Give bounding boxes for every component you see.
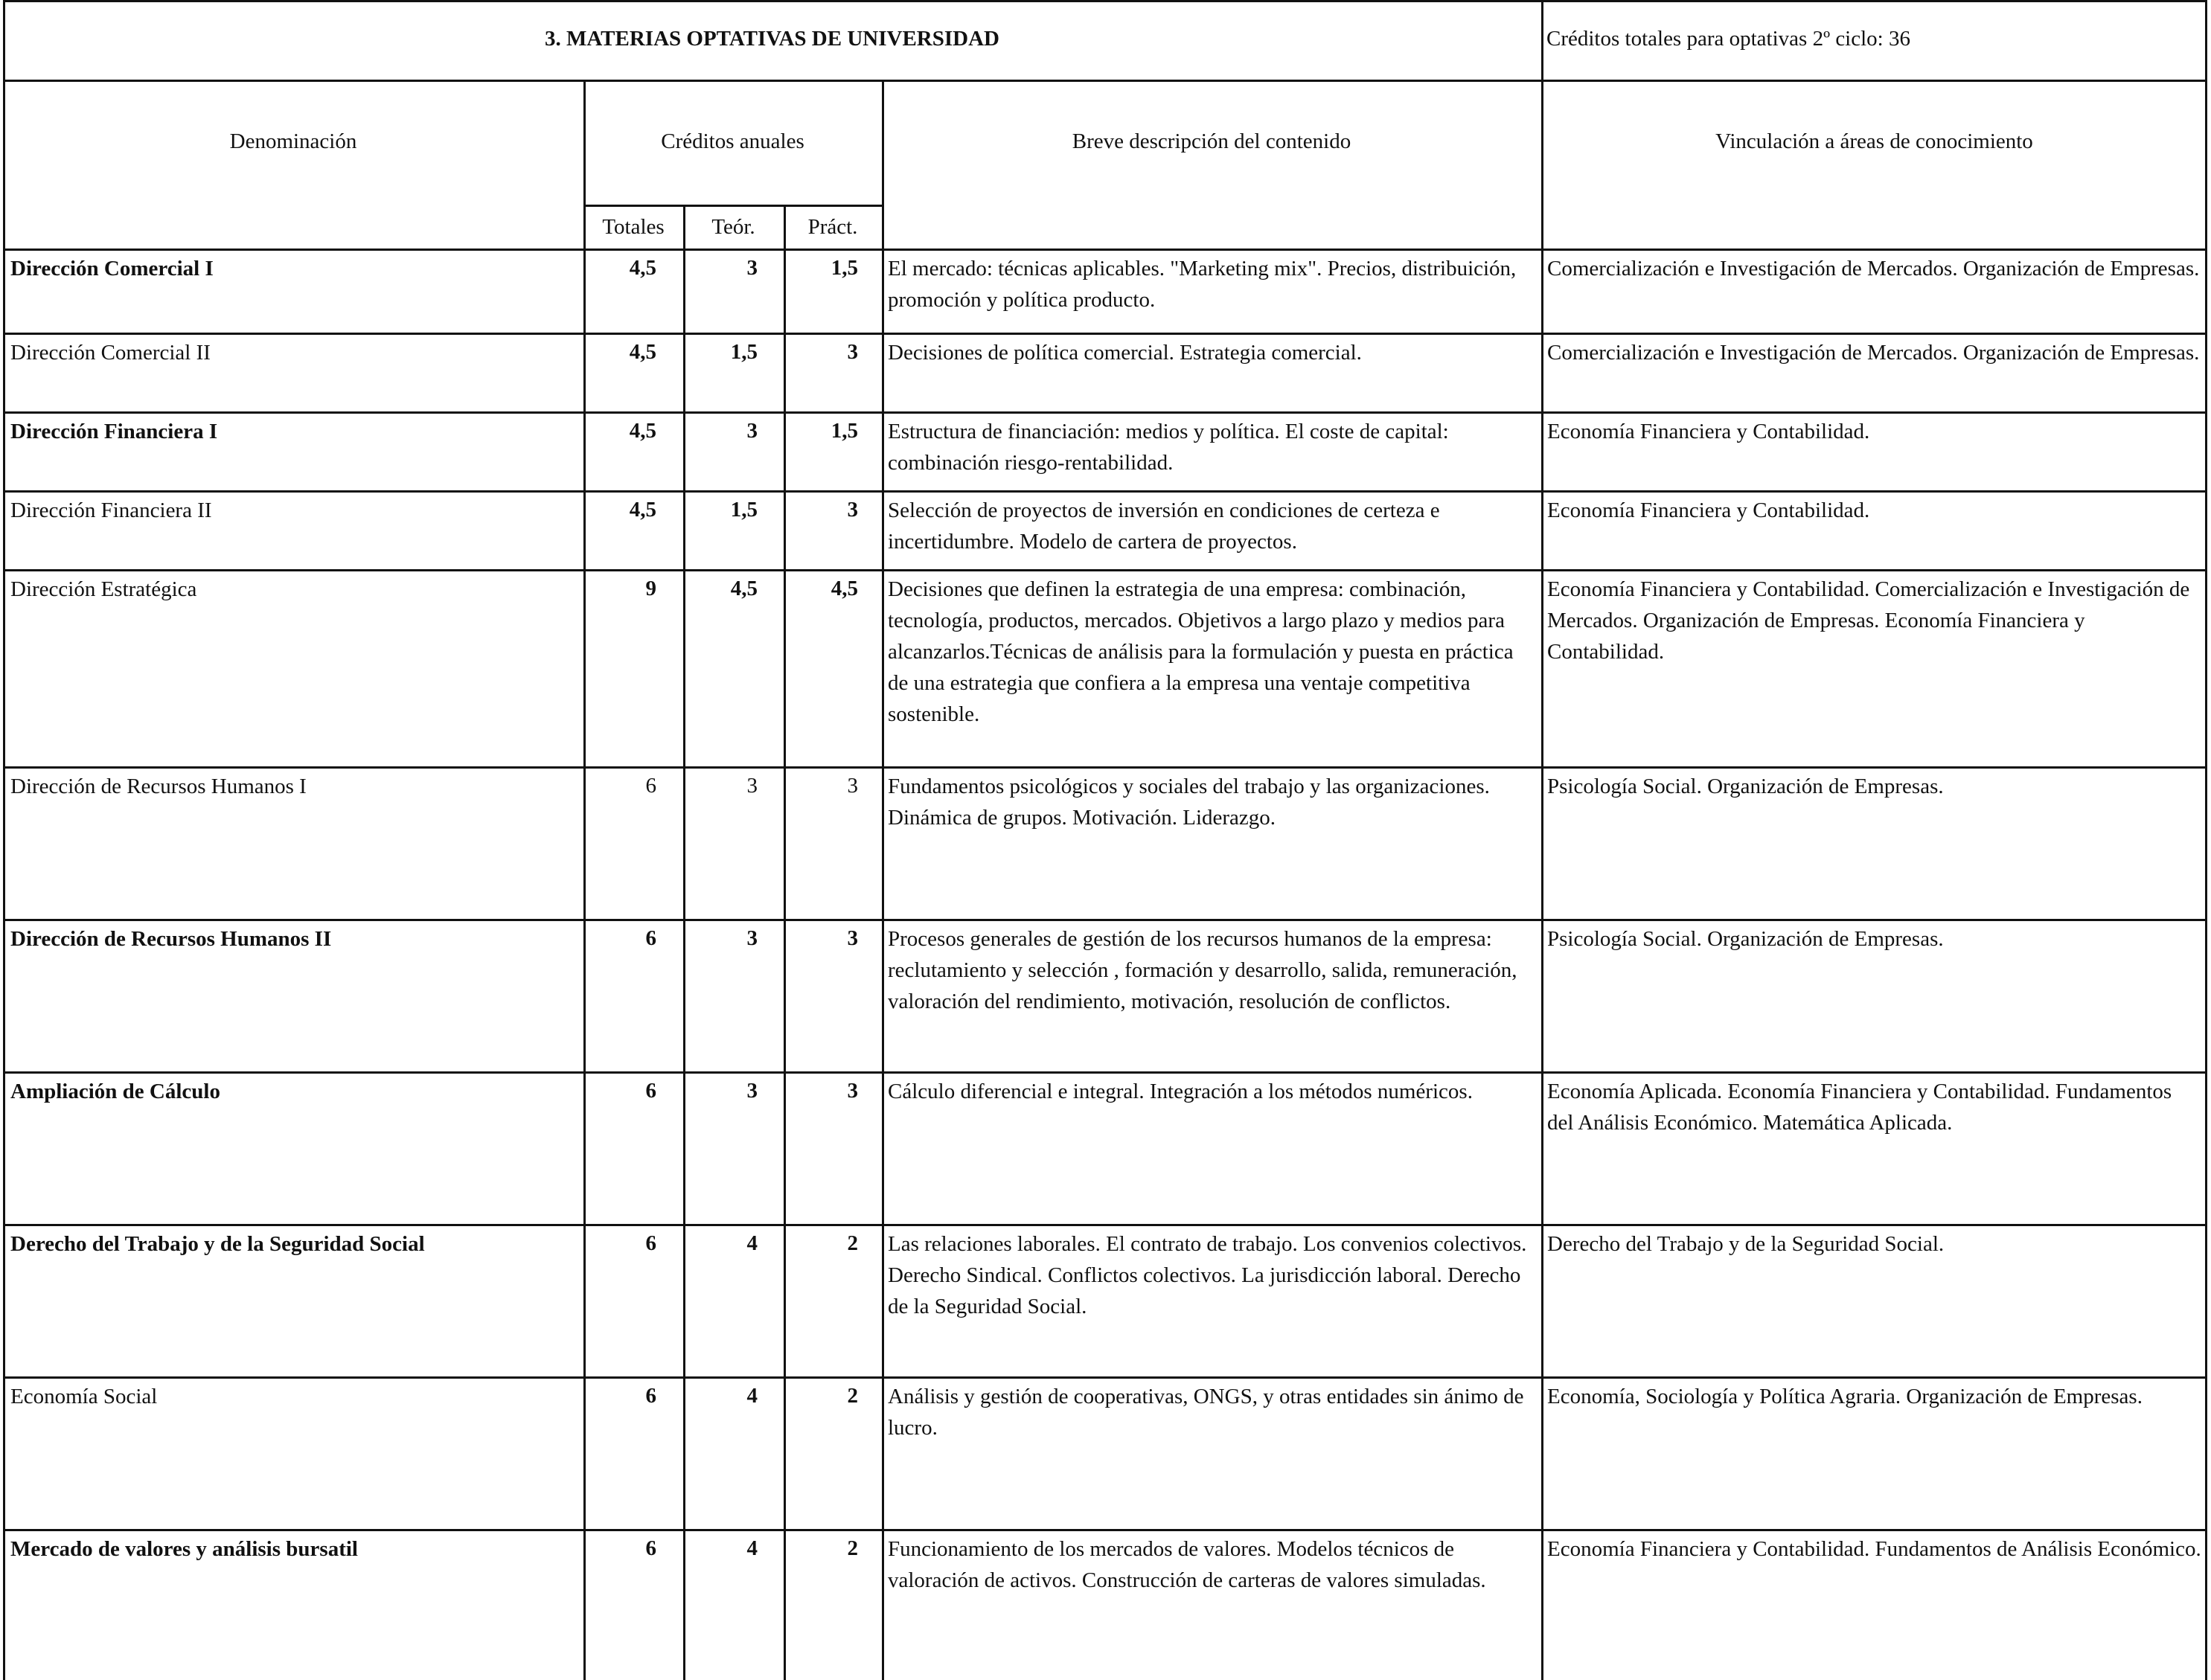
- col-line-1: [583, 80, 586, 1680]
- row-separator: [3, 1529, 2207, 1531]
- row-separator: [3, 569, 2207, 571]
- content-description: Selección de proyectos de inversión en condiciones de certeza e incertidumbre. Modelo de cartera de proyectos.: [888, 498, 1440, 554]
- credits-theory: 1,5: [730, 340, 758, 364]
- knowledge-areas: Economía Financiera y Contabilidad. Comercialización e Investigación de Mercados. Organización de Empresas. Economía Financiera y Contabilidad.: [1547, 577, 2190, 664]
- credits-theory: 3: [746, 926, 758, 950]
- credits-total: 6: [645, 1536, 656, 1560]
- credits-total: 4,5: [629, 419, 656, 443]
- row-separator: [3, 919, 2207, 921]
- knowledge-areas: Economía Financiera y Contabilidad.: [1547, 498, 1870, 522]
- row-separator: [3, 1224, 2207, 1226]
- knowledge-areas: Economía Aplicada. Economía Financiera y Contabilidad. Fundamentos del Análisis Económico. Matemática Aplicada.: [1547, 1080, 2172, 1135]
- credits-practice: 2: [847, 1384, 858, 1408]
- subject-name: Dirección Financiera I: [10, 420, 218, 443]
- header-descripcion: Breve descripción del contenido: [1072, 129, 1351, 153]
- row-separator: [3, 1376, 2207, 1379]
- credits-theory: 3: [746, 774, 758, 798]
- subject-name: Mercado de valores y análisis bursatil: [10, 1537, 358, 1561]
- col-line-4: [882, 80, 884, 1680]
- credits-total: 9: [645, 577, 656, 600]
- row-separator: [3, 411, 2207, 414]
- col-line-5: [1541, 80, 1543, 1680]
- credits-practice: 3: [847, 340, 858, 364]
- row-separator: [3, 333, 2207, 335]
- credits-theory: 4: [746, 1231, 758, 1255]
- credits-total: 4,5: [629, 256, 656, 280]
- credits-theory: 3: [746, 1079, 758, 1103]
- subject-name: Dirección de Recursos Humanos I: [10, 775, 307, 798]
- credits-total: 6: [645, 1231, 656, 1255]
- credits-practice: 2: [847, 1536, 858, 1560]
- credits-practice: 1,5: [831, 256, 858, 280]
- credits-practice: 1,5: [831, 419, 858, 443]
- title-separator: [3, 80, 2207, 82]
- content-description: Las relaciones laborales. El contrato de trabajo. Los convenios colectivos. Derecho Sindical. Conflictos colectivos. La jurisdicción laboral. Derecho de la Seguridad Social.: [888, 1232, 1527, 1318]
- content-description: Estructura de financiación: medios y política. El coste de capital: combinación riesgo-rentabilidad.: [888, 420, 1449, 475]
- content-description: Funcionamiento de los mercados de valores. Modelos técnicos de valoración de activos. Construcción de carteras de valores simuladas.: [888, 1537, 1486, 1592]
- credits-theory: 4,5: [730, 577, 758, 600]
- credits-practice: 3: [847, 774, 858, 798]
- title-divider: [1541, 0, 1543, 80]
- credits-theory: 4: [746, 1536, 758, 1560]
- subject-name: Economía Social: [10, 1385, 158, 1408]
- credits-total: 4,5: [629, 498, 656, 522]
- credits-practice: 3: [847, 1079, 858, 1103]
- subject-name: Derecho del Trabajo y de la Seguridad Social: [10, 1232, 425, 1256]
- row-separator: [3, 1071, 2207, 1074]
- knowledge-areas: Comercialización e Investigación de Mercados. Organización de Empresas.: [1547, 257, 2200, 280]
- credits-total: 4,5: [629, 340, 656, 364]
- subject-name: Dirección Comercial II: [10, 341, 211, 365]
- content-description: Fundamentos psicológicos y sociales del trabajo y las organizaciones. Dinámica de grupos. Motivación. Liderazgo.: [888, 775, 1490, 830]
- row-separator: [3, 766, 2207, 769]
- credits-practice: 3: [847, 498, 858, 522]
- page-title: 3. MATERIAS OPTATIVAS DE UNIVERSIDAD: [545, 27, 999, 51]
- content-description: Cálculo diferencial e integral. Integración a los métodos numéricos.: [888, 1080, 1473, 1103]
- knowledge-areas: Derecho del Trabajo y de la Seguridad Social.: [1547, 1232, 1945, 1256]
- credits-total: 6: [645, 774, 656, 798]
- header-totales: Totales: [602, 215, 665, 239]
- content-description: El mercado: técnicas aplicables. "Marketing mix". Precios, distribuición, promoción y política producto.: [888, 257, 1517, 312]
- subject-name: Dirección Financiera II: [10, 498, 212, 522]
- content-description: Análisis y gestión de cooperativas, ONGS, y otras entidades sin ánimo de lucro.: [888, 1385, 1524, 1440]
- content-description: Decisiones de política comercial. Estrategia comercial.: [888, 341, 1362, 365]
- credits-total: 6: [645, 926, 656, 950]
- header-denominacion: Denominación: [229, 129, 357, 153]
- header-pract: Práct.: [807, 215, 858, 239]
- subject-name: Dirección Estratégica: [10, 577, 197, 601]
- header-vinculacion: Vinculación a áreas de conocimiento: [1715, 129, 2033, 153]
- credits-theory: 3: [746, 256, 758, 280]
- subject-name: Dirección Comercial I: [10, 257, 214, 280]
- row-separator: [3, 490, 2207, 493]
- header-teor: Teór.: [711, 215, 755, 239]
- knowledge-areas: Economía Financiera y Contabilidad. Fundamentos de Análisis Económico.: [1547, 1537, 2201, 1561]
- subject-name: Dirección de Recursos Humanos II: [10, 927, 332, 951]
- knowledge-areas: Psicología Social. Organización de Empresas.: [1547, 927, 1944, 951]
- credits-practice: 3: [847, 926, 858, 950]
- header-bottom-line: [3, 249, 2207, 251]
- credits-total: 6: [645, 1079, 656, 1103]
- subject-name: Ampliación de Cálculo: [10, 1080, 220, 1103]
- credits-total: 6: [645, 1384, 656, 1408]
- header-creditos: Créditos anuales: [661, 129, 804, 153]
- credits-note: Créditos totales para optativas 2º ciclo: 36: [1546, 27, 1910, 51]
- subheader-line: [583, 205, 882, 207]
- credits-practice: 4,5: [831, 577, 858, 600]
- credits-practice: 2: [847, 1231, 858, 1255]
- credits-theory: 1,5: [730, 498, 758, 522]
- credits-theory: 3: [746, 419, 758, 443]
- content-description: Decisiones que definen la estrategia de una empresa: combinación, tecnología, productos, mercados. Objetivos a largo plazo y medios para alcanzarlos.Técnicas de análisis para la formulación y puesta en práctica de una estrategia que confiera a la empresa una ventaje competitiva sostenible.: [888, 577, 1514, 726]
- knowledge-areas: Economía Financiera y Contabilidad.: [1547, 420, 1870, 443]
- credits-theory: 4: [746, 1384, 758, 1408]
- knowledge-areas: Economía, Sociología y Política Agraria. Organización de Empresas.: [1547, 1385, 2143, 1408]
- content-description: Procesos generales de gestión de los recursos humanos de la empresa: reclutamiento y selección , formación y desarrollo, salida, remuneración, valoración del rendimiento, motivación, resolución de conflictos.: [888, 927, 1517, 1013]
- knowledge-areas: Comercialización e Investigación de Mercados. Organización de Empresas.: [1547, 341, 2200, 365]
- knowledge-areas: Psicología Social. Organización de Empresas.: [1547, 775, 1944, 798]
